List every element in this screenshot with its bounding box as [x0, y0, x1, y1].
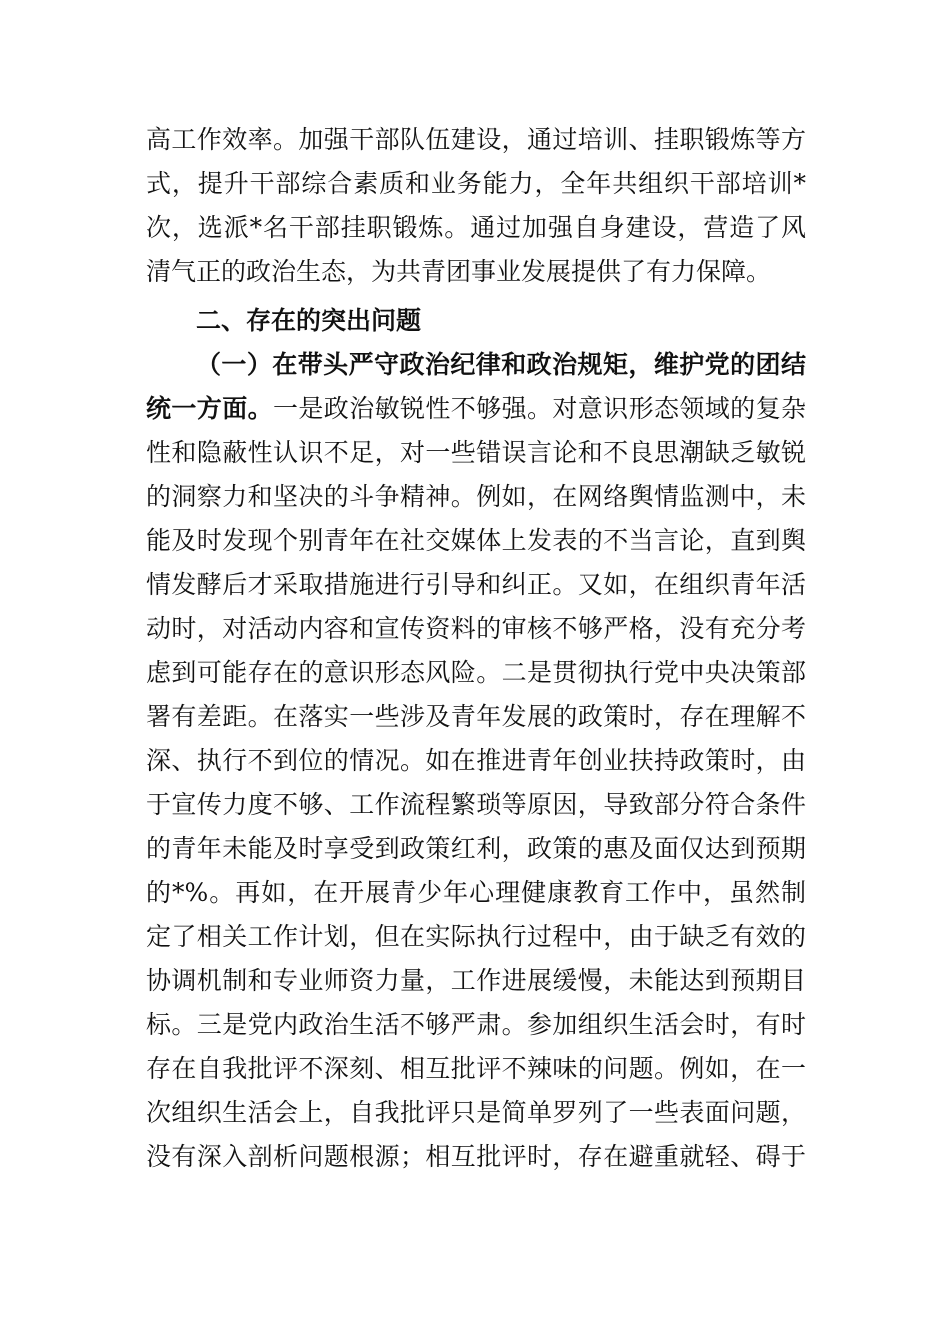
paragraph-text: 一是政治敏锐性不够强。对意识形态领域的复杂 — [273, 394, 806, 423]
paragraph-line: 的洞察力和坚决的斗争精神。例如，在网络舆情监测中，未 — [146, 482, 806, 511]
paragraph-line: 动时，对活动内容和宣传资料的审核不够严格，没有充分考 — [146, 614, 806, 643]
paragraph-line: 清气正的政治生态，为共青团事业发展提供了有力保障。 — [146, 257, 772, 286]
paragraph-line: 存在自我批评不深刻、相互批评不辣味的问题。例如，在一 — [146, 1054, 806, 1083]
paragraph-line: 没有深入剖析问题根源；相互批评时，存在避重就轻、碍于 — [146, 1142, 806, 1171]
paragraph-line: 协调机制和专业师资力量，工作进展缓慢，未能达到预期目 — [146, 966, 806, 995]
paragraph-line: 情发酵后才采取措施进行引导和纠正。又如，在组织青年活 — [146, 570, 806, 599]
paragraph-line: 于宣传力度不够、工作流程繁琐等原因，导致部分符合条件 — [146, 790, 806, 819]
paragraph-line: 署有差距。在落实一些涉及青年发展的政策时，存在理解不 — [146, 702, 806, 731]
paragraph-line: 标。三是党内政治生活不够严肃。参加组织生活会时，有时 — [146, 1010, 806, 1039]
paragraph-line: 次组织生活会上，自我批评只是简单罗列了一些表面问题， — [146, 1098, 806, 1127]
subsection-title-line: （一）在带头严守政治纪律和政治规矩，维护党的团结 — [196, 350, 806, 379]
section-heading: 二、存在的突出问题 — [196, 306, 422, 335]
paragraph-line: 的*%。再如，在开展青少年心理健康教育工作中，虽然制 — [146, 878, 806, 907]
subsection-title-end: 统一方面。 — [146, 394, 273, 423]
paragraph-line: 高工作效率。加强干部队伍建设，通过培训、挂职锻炼等方 — [146, 125, 806, 154]
paragraph-line: 性和隐蔽性认识不足，对一些错误言论和不良思潮缺乏敏锐 — [146, 438, 806, 467]
paragraph-line: 能及时发现个别青年在社交媒体上发表的不当言论，直到舆 — [146, 526, 806, 555]
paragraph-line: 的青年未能及时享受到政策红利，政策的惠及面仅达到预期 — [146, 834, 806, 863]
paragraph-line: 虑到可能存在的意识形态风险。二是贯彻执行党中央决策部 — [146, 658, 806, 687]
paragraph-line: 定了相关工作计划，但在实际执行过程中，由于缺乏有效的 — [146, 922, 806, 951]
paragraph-line: 次，选派*名干部挂职锻炼。通过加强自身建设，营造了风 — [146, 213, 806, 242]
paragraph-line: 式，提升干部综合素质和业务能力，全年共组织干部培训* — [146, 169, 806, 198]
paragraph-line: 深、执行不到位的情况。如在推进青年创业扶持政策时，由 — [146, 746, 806, 775]
paragraph-line — [146, 387, 806, 431]
